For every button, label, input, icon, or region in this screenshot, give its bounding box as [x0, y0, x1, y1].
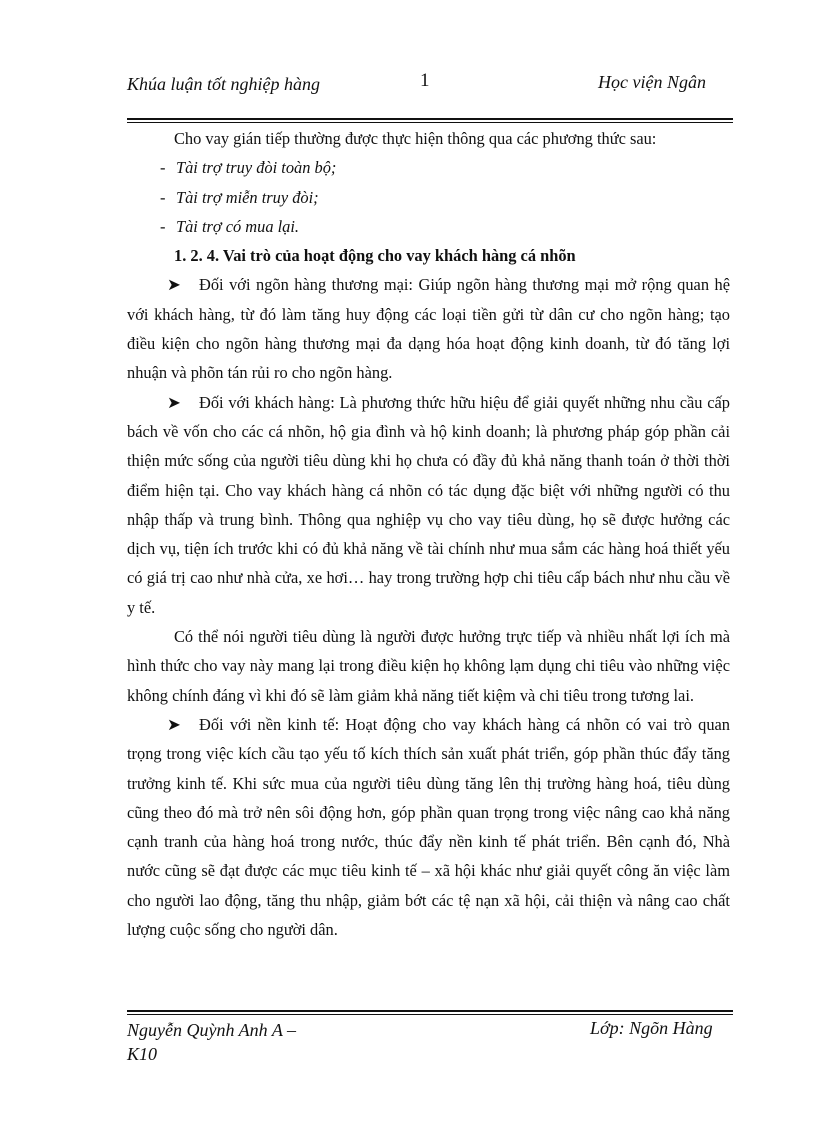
dash-marker: -	[160, 187, 166, 207]
dash-marker: -	[160, 158, 166, 178]
paragraph-customer	[127, 388, 730, 622]
header-right: Học viện Ngân	[598, 72, 706, 92]
page-body	[127, 124, 730, 944]
list-item-text: Tài trợ truy đòi toàn bộ;	[176, 158, 337, 178]
list-item-text: Tài trợ miễn truy đòi;	[176, 187, 319, 207]
paragraph-bank	[127, 270, 730, 387]
dash-marker: -	[160, 216, 166, 236]
footer-right: Lớp: Ngõn Hàng	[590, 1018, 713, 1038]
list-item	[127, 212, 730, 241]
arrowhead-bullet-icon: ➤	[167, 275, 181, 295]
arrowhead-bullet-icon: ➤	[167, 714, 181, 734]
paragraph-consumer: Có thể nói người tiêu dùng là người được hưởng trực tiếp và nhiều nhất lợi ích mà hình thức cho vay này mang lại trong điều kiện họ không lạm dụng chi tiêu vào những việc không chính đáng vì khi đó sẽ làm giảm khả năng tiết kiệm và chi tiêu trong tương lai.	[127, 627, 730, 705]
paragraph-economy	[127, 710, 730, 944]
paragraph-customer-text: Đối với khách hàng: Là phương thức hữu hiệu để giải quyết những nhu cầu cấp bách về vốn cho các cá nhõn, hộ gia đình và hộ kinh doanh; là phương pháp góp phần cải thiện mức sống của người tiêu dùng khi họ chưa có đầy đủ khả năng thanh toán ở thời thời điểm hiện tại. Cho vay khách hàng cá nhõn có tác dụng đặc biệt với những người có thu nhập thấp và trung bình. Thông qua nghiệp vụ cho vay tiêu dùng, họ sẽ được hưởng các dịch vụ, tiện ích trước khi có đủ khả năng về tài chính như mua sắm các hàng hoá thiết yếu có giá trị cao như nhà cửa, xe hơi… hay trong trường hợp chi tiêu cấp bách như nhu cầu về y tế.	[127, 392, 730, 617]
list-item	[127, 153, 730, 182]
header-rule-thin	[127, 122, 733, 123]
footer-rule	[127, 1010, 733, 1012]
footer-left: Nguyễn Quỳnh Anh A – K10	[127, 1020, 296, 1064]
list-item-text: Tài trợ có mua lại.	[176, 216, 300, 236]
paragraph-bank-text: Đối với ngõn hàng thương mại: Giúp ngõn hàng thương mại mở rộng quan hệ với khách hàng, từ đó làm tăng huy động các loại tiền gửi từ dân cư cho ngõn hàng; tạo điều kiện cho ngõn hàng thương mại đa dạng hóa hoạt động kinh doanh, từ đó tăng lợi nhuận và phõn tán rủi ro cho ngõn hàng.	[127, 275, 730, 383]
footer-rule-thin	[127, 1014, 733, 1015]
section-heading: 1. 2. 4. Vai trò của hoạt động cho vay khách hàng cá nhõn	[174, 246, 576, 266]
intro-text: Cho vay gián tiếp thường được thực hiện thông qua các phương thức sau:	[174, 129, 657, 148]
header-left: Khúa luận tốt nghiệp hàng	[127, 74, 320, 94]
header-rule	[127, 118, 733, 120]
list-item	[127, 183, 730, 212]
arrowhead-bullet-icon: ➤	[167, 392, 181, 412]
paragraph-economy-text: Đối với nền kinh tế: Hoạt động cho vay khách hàng cá nhõn có vai trò quan trọng trong việc kích cầu tạo yếu tố kích thích sản xuất phát triển, góp phần thúc đẩy tăng trưởng kinh tế. Khi sức mua của người tiêu dùng tăng lên thị trường hàng hoá, tiêu dùng cũng theo đó mà trở nên sôi động hơn, góp phần quan trọng trong việc nâng cao khả năng cạnh tranh của hàng hoá trong nước, thúc đẩy nền kinh tế phát triển. Bên cạnh đó, Nhà nước cũng sẽ đạt được các mục tiêu kinh tế – xã hội khác như giải quyết công ăn việc làm cho người lao động, tăng thu nhập, giảm bớt các tệ nạn xã hội, cải thiện và nâng cao chất lượng cuộc sống cho người dân.	[127, 714, 730, 940]
page-number: 1	[420, 70, 430, 91]
